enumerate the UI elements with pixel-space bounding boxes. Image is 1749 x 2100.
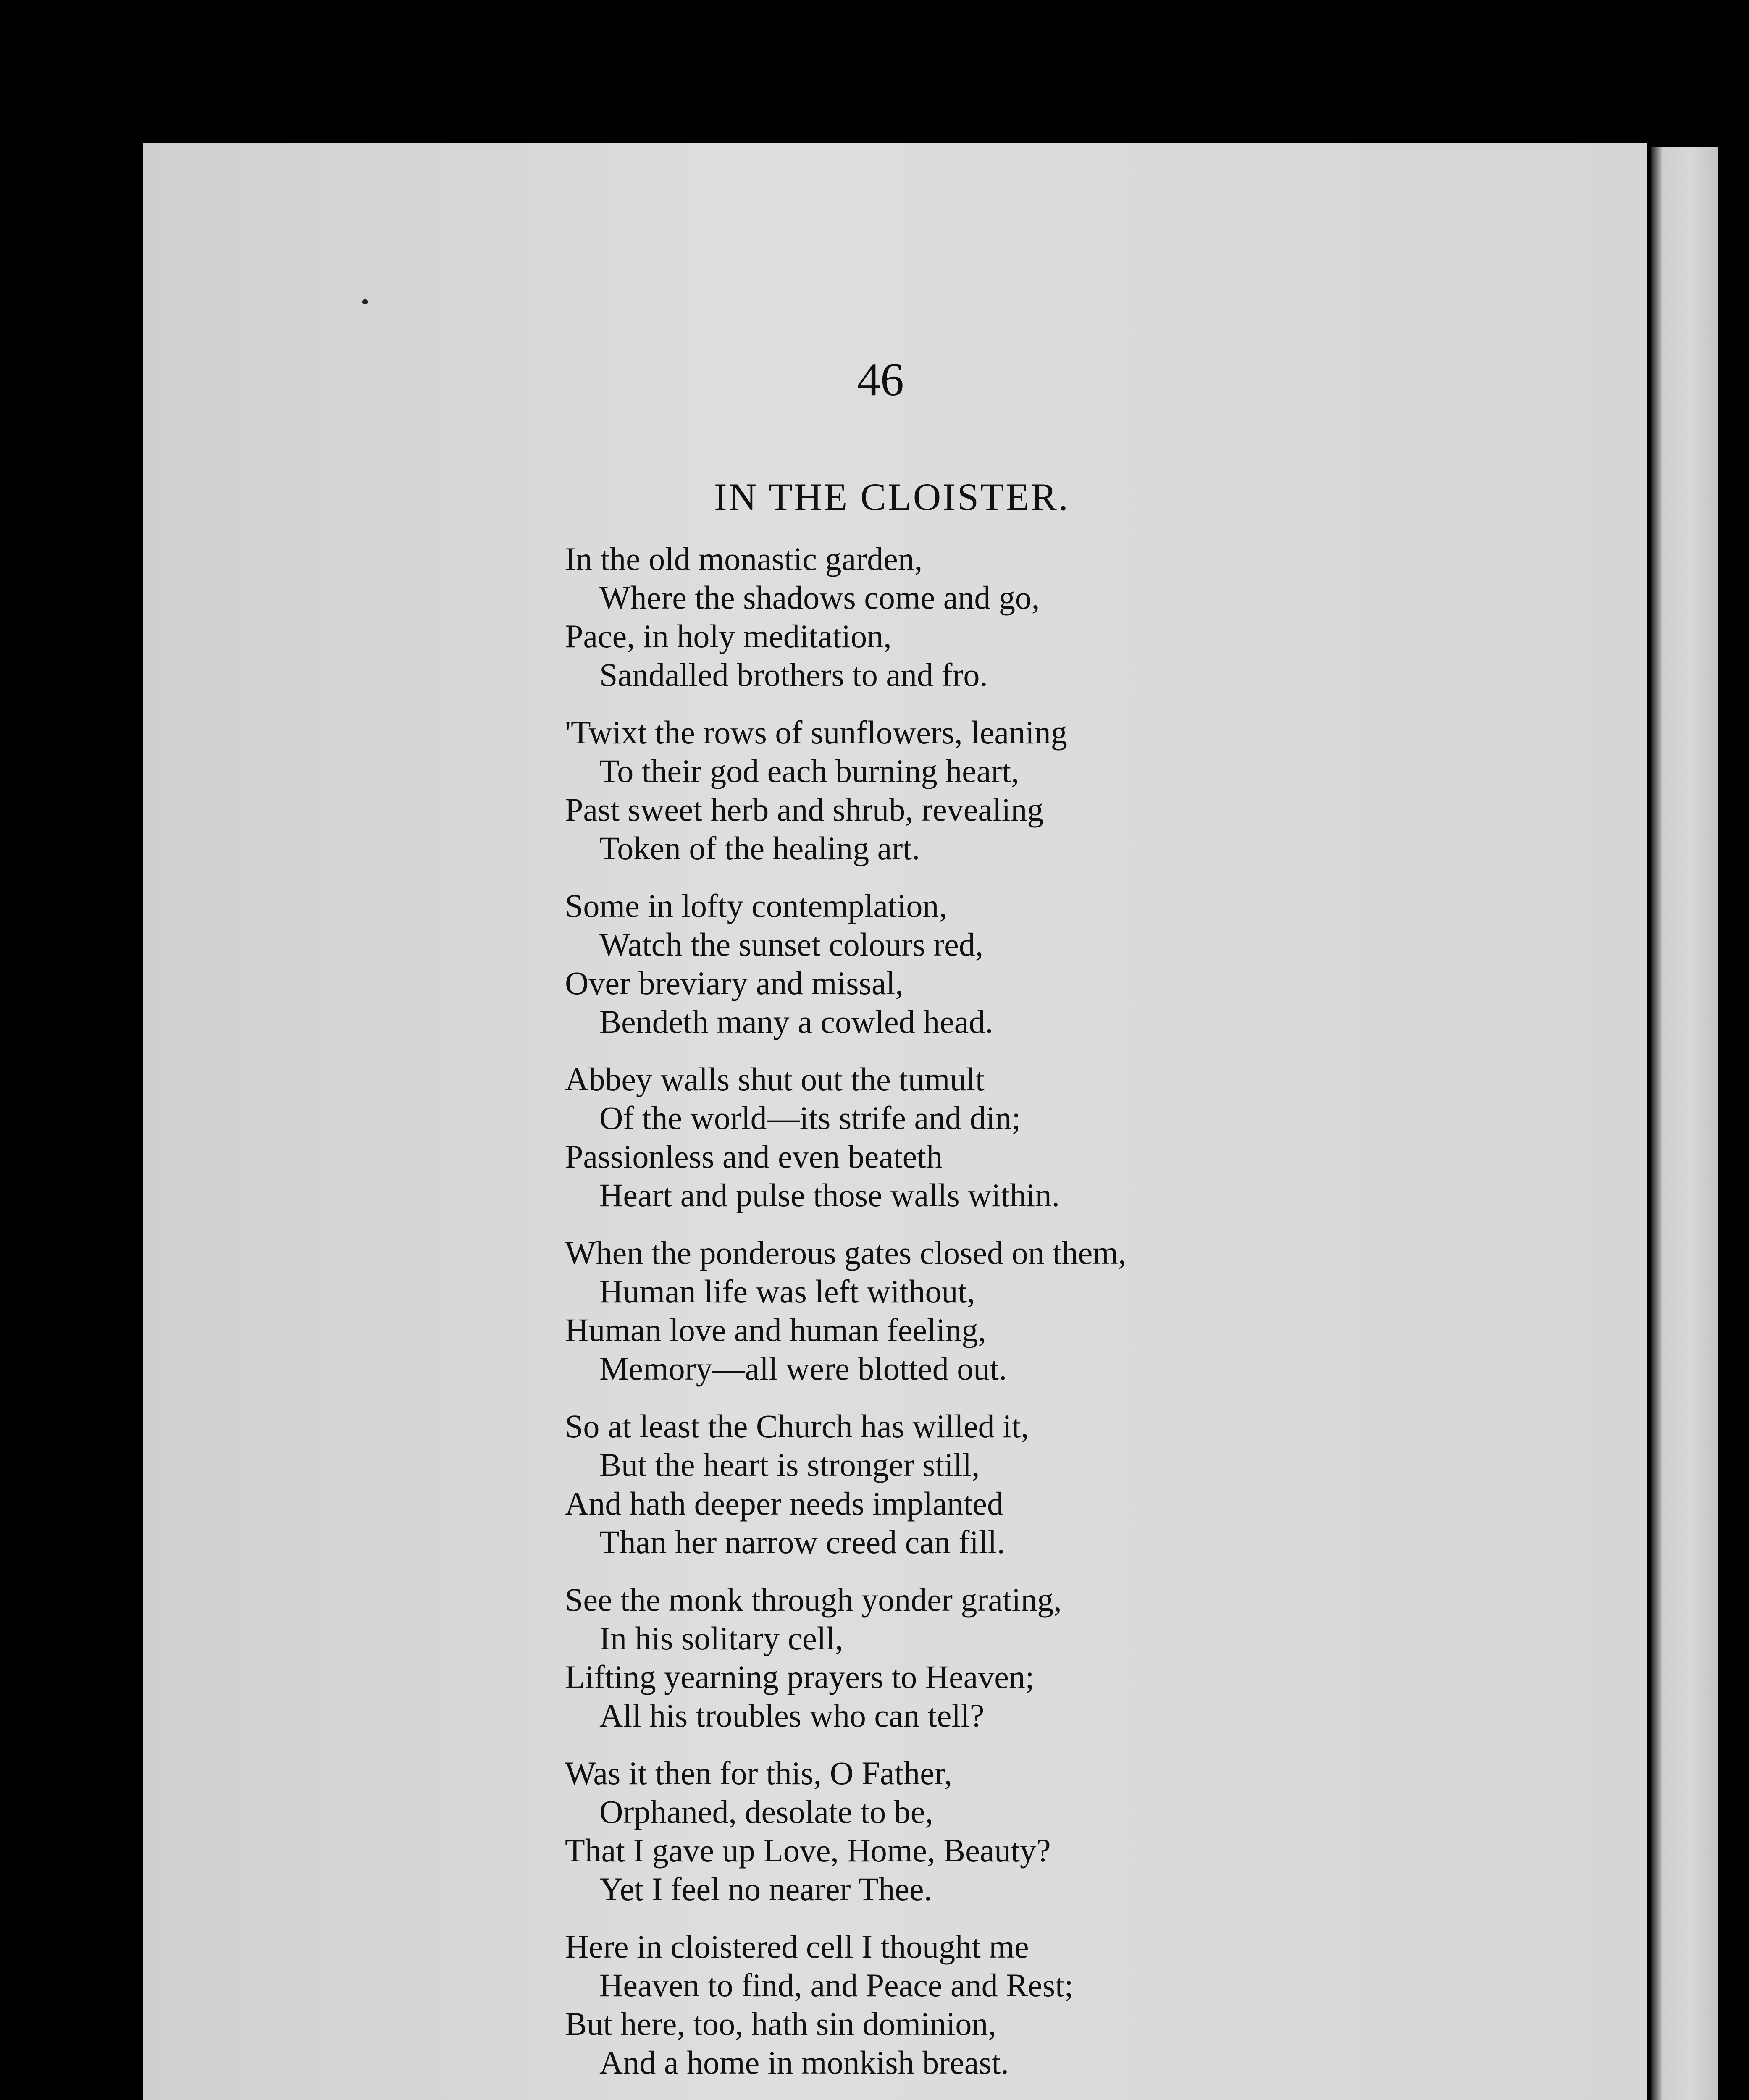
poem-line: Memory—all were blotted out. [599, 1350, 1007, 1387]
poem-line: Abbey walls shut out the tumult [565, 1061, 985, 1097]
page-number: 46 [857, 354, 904, 406]
poem-line: But the heart is stronger still, [599, 1446, 980, 1483]
poem-line: All his troubles who can tell? [599, 1697, 985, 1734]
poem-line: See the monk through yonder grating, [565, 1581, 1062, 1618]
poem-line: Heaven to find, and Peace and Rest; [599, 1967, 1074, 2003]
stanza [565, 1060, 1405, 1215]
poem-line: Watch the sunset colours red, [599, 926, 984, 963]
poem-line: Token of the healing art. [599, 830, 920, 866]
ink-speck: • [361, 290, 369, 314]
poem-line: Bendeth many a cowled head. [599, 1003, 993, 1040]
poem-line: Sandalled brothers to and fro. [599, 656, 988, 693]
poem-line: To their god each burning heart, [599, 753, 1019, 789]
stanza [565, 540, 1405, 694]
poem-body [565, 540, 1405, 2100]
poem-line: And a home in monkish breast. [599, 2044, 1009, 2081]
poem-line: And hath deeper needs implanted [565, 1485, 1003, 1522]
poem-line: Passionless and even beateth [565, 1138, 943, 1175]
poem-title: IN THE CLOISTER. [714, 475, 1070, 518]
stanza [565, 1407, 1405, 1562]
poem-line: Heart and pulse those walls within. [599, 1177, 1060, 1213]
poem-line: When the ponderous gates closed on them, [565, 1234, 1127, 1271]
poem-line: Orphaned, desolate to be, [599, 1793, 933, 1830]
poem-line: Human life was left without, [599, 1273, 975, 1310]
stanza [565, 1580, 1405, 1735]
stanza [565, 1927, 1405, 2082]
stanza [565, 713, 1405, 868]
poem-line: Some in lofty contemplation, [565, 887, 947, 924]
poem-line: 'Twixt the rows of sunflowers, leaning [565, 714, 1067, 751]
stanza [565, 887, 1405, 1041]
poem-line: In his solitary cell, [599, 1620, 843, 1656]
poem-line: Pace, in holy meditation, [565, 618, 892, 654]
poem-line: Than her narrow creed can fill. [599, 1524, 1005, 1560]
poem-line: In the old monastic garden, [565, 541, 923, 577]
poem-line: But here, too, hath sin dominion, [565, 2006, 996, 2042]
adjacent-page-edge [1651, 147, 1718, 2100]
poem-line: Human love and human feeling, [565, 1312, 986, 1348]
poem-line: Of the world—its strife and din; [599, 1100, 1021, 1136]
poem-line: Past sweet herb and shrub, revealing [565, 791, 1044, 828]
poem-line: Where the shadows come and go, [599, 579, 1040, 616]
poem-line: Here in cloistered cell I thought me [565, 1928, 1029, 1965]
stanza [565, 1234, 1405, 1388]
poem-line: So at least the Church has willed it, [565, 1408, 1029, 1444]
poem-line: Lifting yearning prayers to Heaven; [565, 1659, 1035, 1695]
poem-line: That I gave up Love, Home, Beauty? [565, 1832, 1051, 1869]
stanza [565, 1754, 1405, 1908]
poem-line: Was it then for this, O Father, [565, 1755, 953, 1791]
poem-line: Over breviary and missal, [565, 965, 903, 1001]
poem-line: Yet I feel no nearer Thee. [599, 1871, 932, 1907]
